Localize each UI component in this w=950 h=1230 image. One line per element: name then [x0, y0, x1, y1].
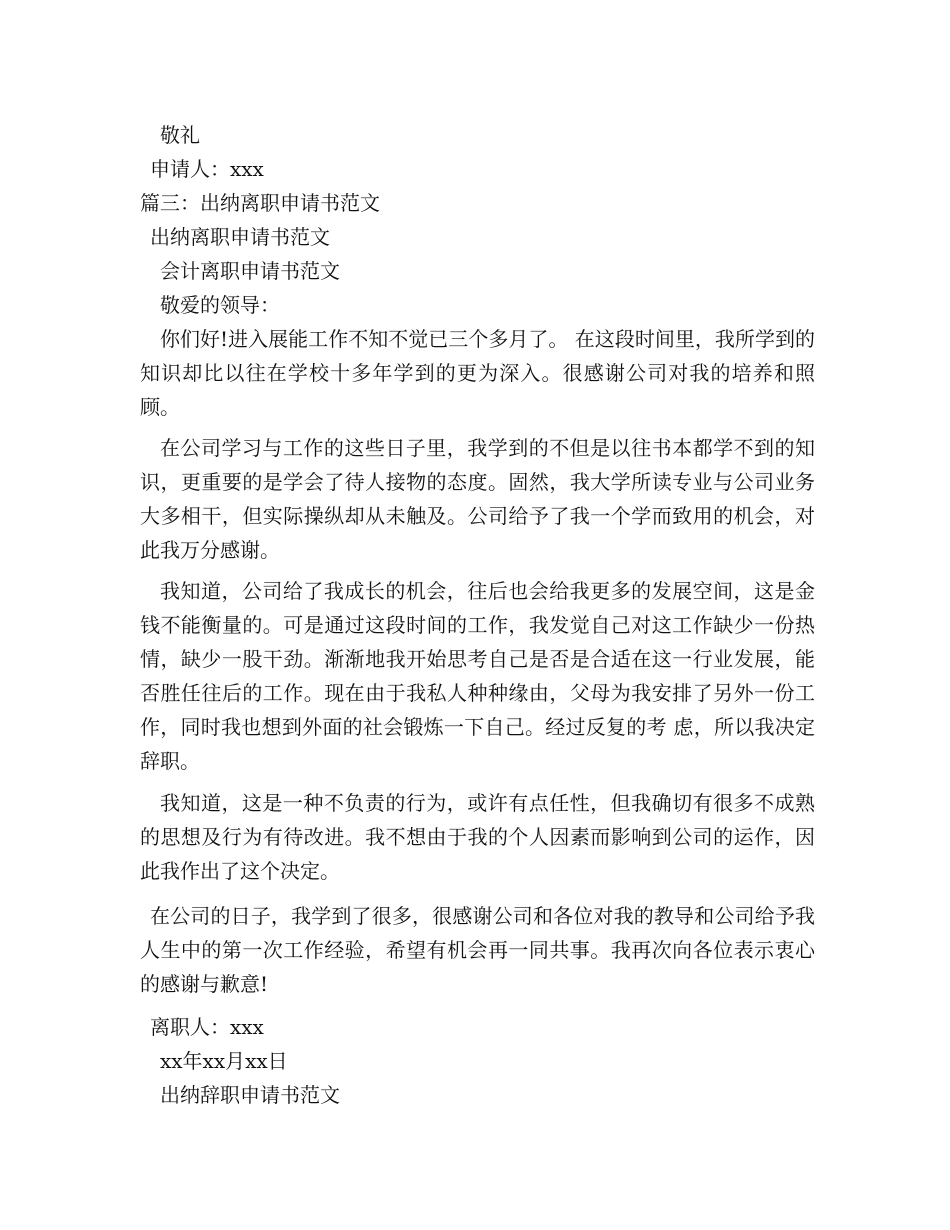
next-title: 出纳辞职申请书范文: [160, 1083, 340, 1107]
section-heading: 篇三：出纳离职申请书范文: [140, 191, 380, 215]
paragraph-4: 我知道，这是一种不负责的行为，或许有点任性，但我确切有很多不成熟的思想及行为有待改进。我不想由于我的个人因素而影响到公司的运作，因此我作出了这个决定。: [140, 791, 815, 883]
doc-subtitle: 会计离职申请书范文: [160, 259, 340, 283]
paragraph-3: 我知道，公司给了我成长的机会，往后也会给我更多的发展空间，这是金钱不能衡量的。可是通过这段时间的工作，我发觉自己对这工作缺少一份热情，缺少一股干劲。渐渐地我开始思考自己是否是合适在这一行业发展，能否胜任往后的工作。现在由于我私人种种缘由，父母为我安排了另外一份工作，同时我也想到外面的社会锻炼一下自己。经过反复的考 虑，所以我决定辞职。: [140, 579, 815, 773]
applicant-line: 申请人：xxx: [150, 157, 264, 181]
paragraph-5: 在公司的日子，我学到了很多，很感谢公司和各位对我的教导和公司给予我人生中的第一次工作经验，希望有机会再一同共事。我再次向各位表示衷心的感谢与歉意!: [140, 904, 815, 996]
salutation-jingli: 敬礼: [160, 123, 200, 147]
date-line: xx年xx月xx日: [160, 1049, 288, 1073]
paragraph-1: 你们好!进入展能工作不知不觉已三个多月了。 在这段时间里，我所学到的知识却比以往在学校十多年学到的更为深入。很感谢公司对我的培养和照顾。: [140, 327, 815, 419]
greeting: 敬爱的领导：: [160, 293, 280, 317]
paragraph-2: 在公司学习与工作的这些日子里，我学到的不但是以往书本都学不到的知识，更重要的是学会了待人接物的态度。固然，我大学所读专业与公司业务大多相干，但实际操纵却从未触及。公司给予了我一个学而致用的机会，对此我万分感谢。: [140, 436, 815, 562]
resignee-line: 离职人：xxx: [150, 1015, 264, 1039]
doc-title: 出纳离职申请书范文: [150, 225, 330, 249]
